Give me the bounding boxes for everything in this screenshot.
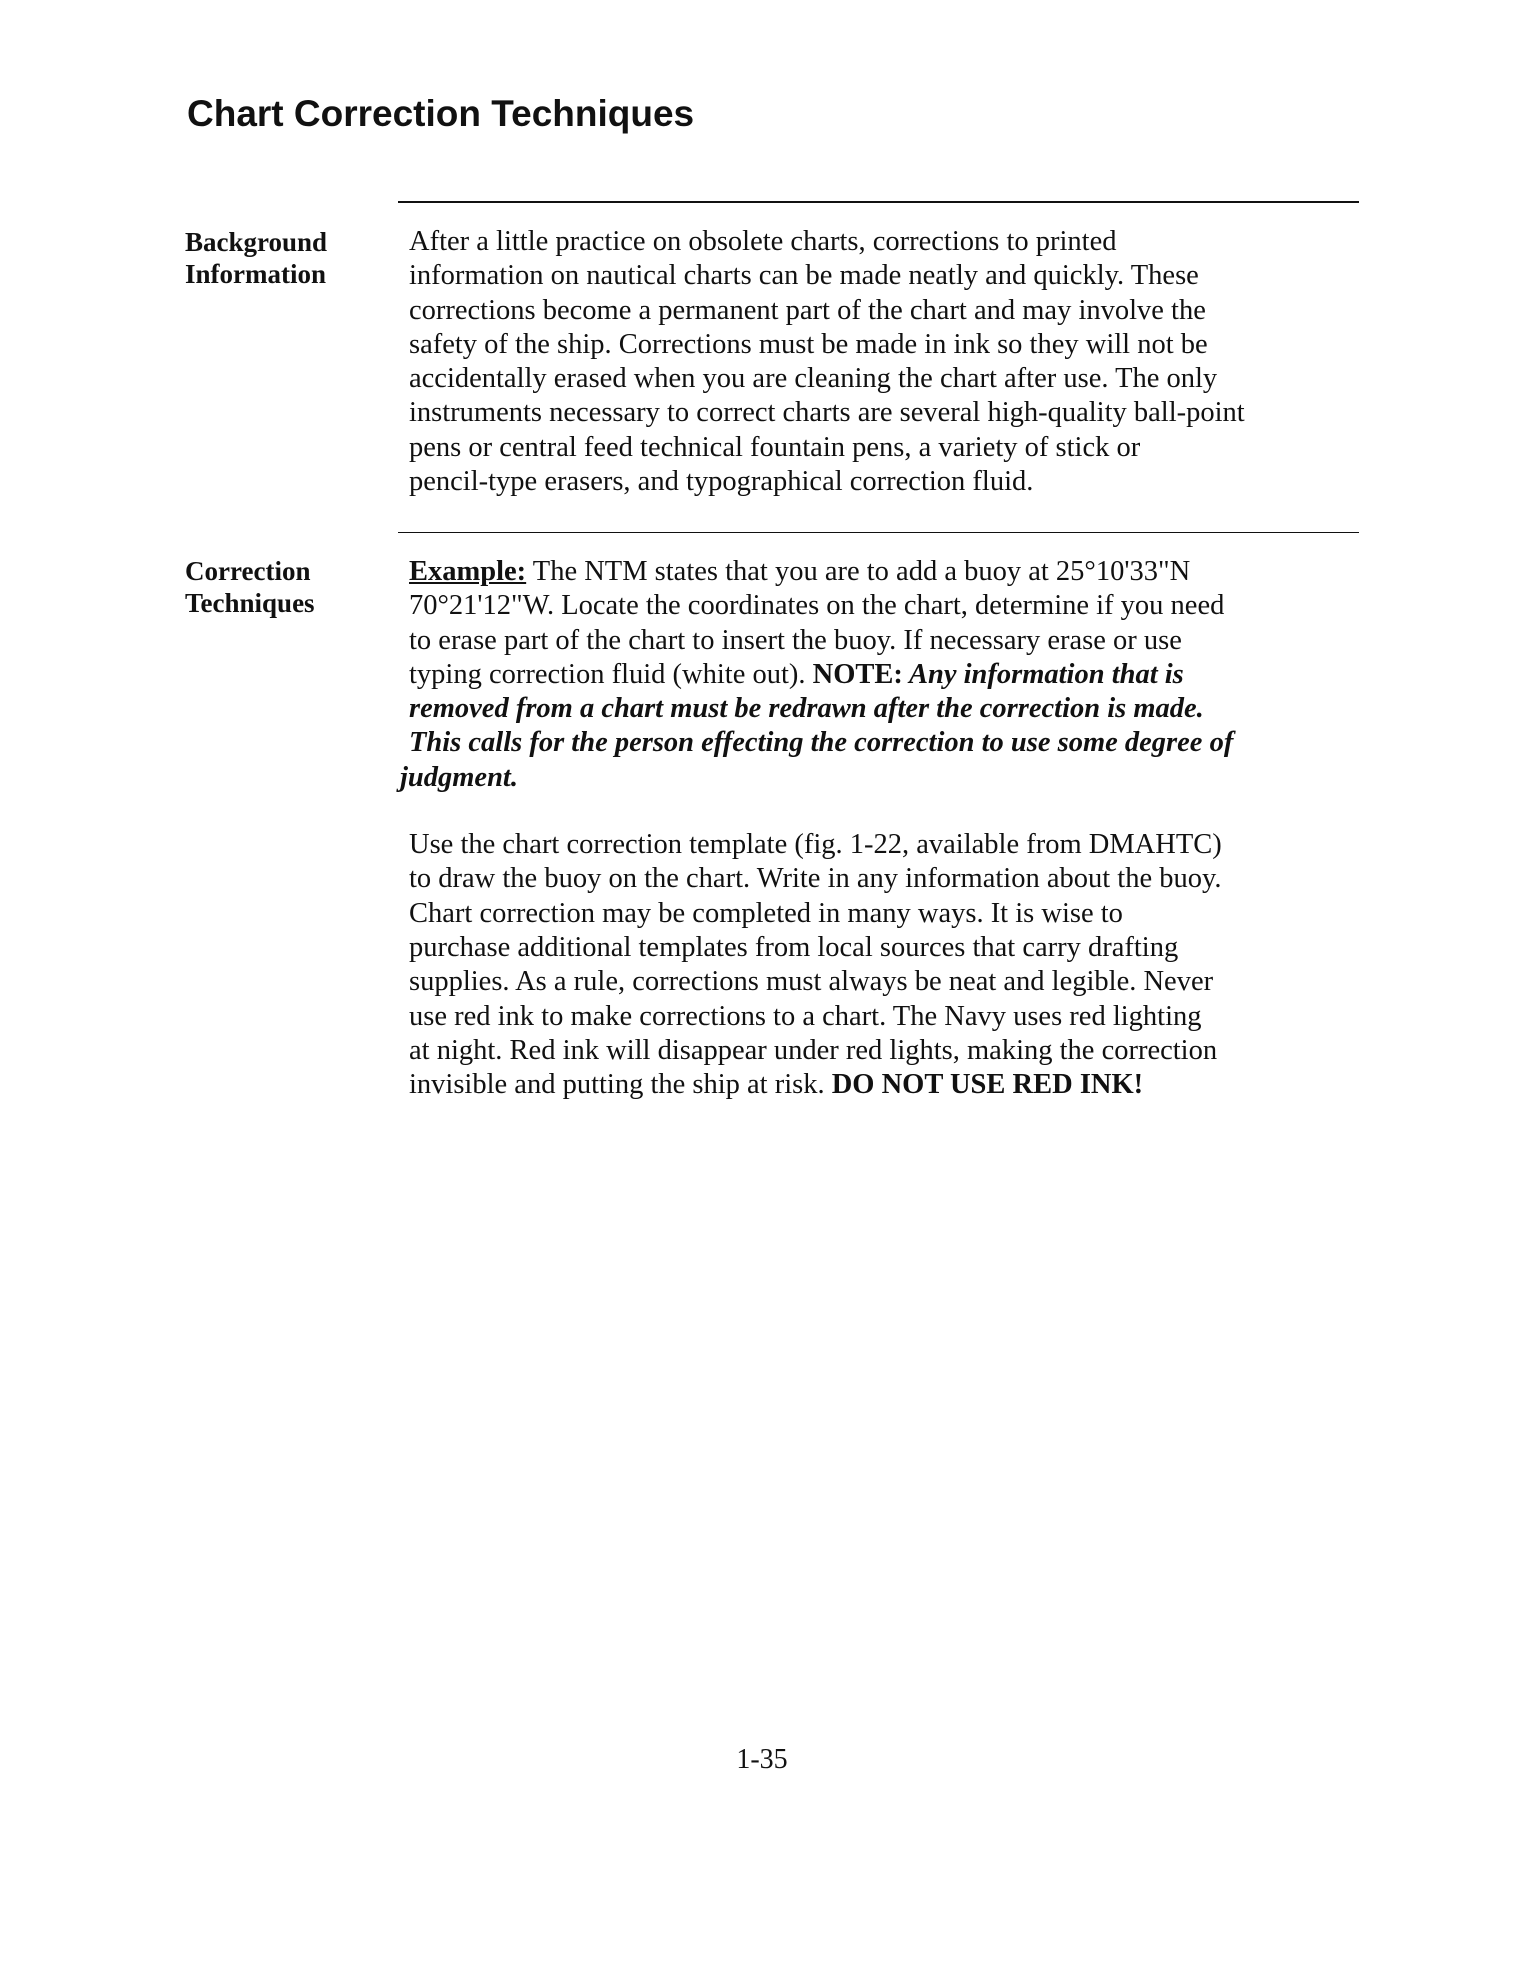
text-segment: accidentally erased when you are cleaning the chart after use. The only — [409, 363, 1218, 395]
paragraph — [400, 555, 1349, 795]
text-segment: invisible and putting the ship at risk. — [409, 1069, 832, 1101]
text-segment: This calls for the person effecting the correction to use some degree of — [409, 727, 1234, 759]
text-line — [409, 965, 1349, 999]
text-line — [409, 931, 1349, 965]
text-segment: Chart correction may be completed in many ways. It is wise to — [409, 897, 1123, 929]
section-label-correction-techniques — [185, 555, 315, 619]
text-line — [409, 555, 1349, 589]
correction-techniques-text — [400, 555, 1349, 1102]
text-segment: DO NOT USE RED INK! — [831, 1069, 1144, 1101]
text-line — [409, 1068, 1349, 1102]
text-line — [409, 589, 1349, 623]
text-segment: NOTE: — [812, 658, 903, 690]
text-segment: safety of the ship. Corrections must be made in ink so they will not be — [409, 328, 1208, 360]
section-label-background-information — [185, 226, 327, 290]
text-line — [409, 692, 1349, 726]
text-segment: to draw the buoy on the chart. Write in any information about the buoy. — [409, 863, 1222, 895]
label-line: Correction — [185, 556, 311, 586]
text-line — [409, 294, 1349, 328]
text-line — [409, 396, 1349, 430]
text-segment: to erase part of the chart to insert the buoy. If necessary erase or use — [409, 624, 1182, 656]
text-segment: Use the chart correction template (fig. 1-22, available from DMAHTC) — [409, 829, 1222, 861]
text-line — [409, 225, 1349, 259]
text-segment: use red ink to make corrections to a chart. The Navy uses red lighting — [409, 1000, 1202, 1032]
text-line — [409, 1000, 1349, 1034]
text-line — [409, 624, 1349, 658]
text-line — [409, 726, 1349, 760]
text-segment: typing correction fluid (white out). — [409, 658, 813, 690]
text-segment: supplies. As a rule, corrections must always be neat and legible. Never — [409, 966, 1214, 998]
text-segment: at night. Red ink will disappear under red lights, making the correction — [409, 1034, 1218, 1066]
text-line — [409, 658, 1349, 692]
text-segment: information on nautical charts can be made neatly and quickly. These — [409, 260, 1199, 292]
text-segment: pens or central feed technical fountain pens, a variety of stick or — [409, 431, 1141, 463]
text-segment: The NTM states that you are to add a buoy at 25°10'33"N — [526, 556, 1191, 587]
paragraph — [409, 225, 1349, 499]
page-number: 1-35 — [736, 1744, 788, 1775]
text-line — [409, 259, 1349, 293]
text-line — [409, 465, 1349, 499]
text-line — [409, 328, 1349, 362]
text-segment: purchase additional templates from local sources that carry drafting — [409, 931, 1179, 963]
section-divider — [398, 532, 1359, 533]
label-line: Information — [185, 259, 326, 289]
text-line — [409, 828, 1349, 862]
background-information-text — [409, 225, 1349, 499]
text-line — [409, 362, 1349, 396]
text-line — [409, 897, 1349, 931]
label-line: Techniques — [185, 588, 315, 618]
paragraph — [409, 828, 1349, 1102]
text-segment: judgment. — [400, 761, 518, 793]
text-segment: 70°21'12"W. Locate the coordinates on the chart, determine if you need — [409, 590, 1225, 622]
page-title: Chart Correction Techniques — [187, 93, 695, 134]
text-segment: corrections become a permanent part of the chart and may involve the — [409, 294, 1206, 326]
text-segment: Example: — [409, 556, 527, 587]
text-segment: instruments necessary to correct charts are several high-quality ball-point — [409, 397, 1245, 429]
section-divider — [398, 201, 1359, 203]
text-segment: removed from a chart must be redrawn after the correction is made. — [409, 693, 1204, 725]
text-line — [409, 862, 1349, 896]
label-line: Background — [185, 227, 328, 257]
text-line — [400, 761, 1349, 795]
text-line — [409, 431, 1349, 465]
text-segment: Any information that is — [902, 658, 1184, 690]
text-segment: pencil-type erasers, and typographical correction fluid. — [409, 466, 1034, 498]
text-segment: After a little practice on obsolete charts, corrections to printed — [409, 226, 1117, 257]
text-line — [409, 1034, 1349, 1068]
